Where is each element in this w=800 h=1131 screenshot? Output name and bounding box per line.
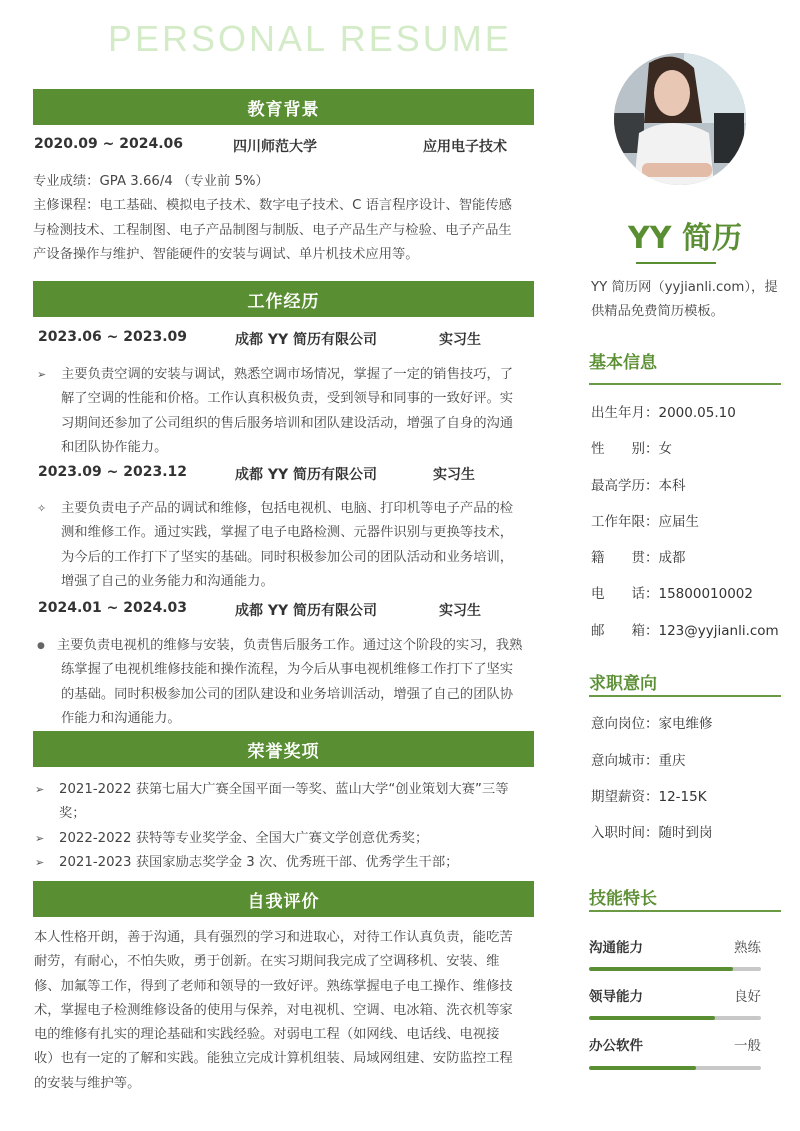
intro-text: YY 简历网（yyjianli.com），提供精品免费简历模板。 [591, 280, 778, 319]
work-item-header [33, 600, 534, 620]
divider [589, 695, 781, 697]
diamond-bullet-icon: ✧ [37, 502, 47, 515]
name-underline [636, 262, 716, 264]
section-header-skills: 技能特长 [589, 889, 657, 909]
candidate-name: YY 简历 [628, 221, 742, 256]
arrow-bullet-icon: ➢ [35, 832, 45, 845]
skill-name: 办公软件 [589, 1038, 643, 1054]
education-school: 四川师范大学 [233, 139, 317, 155]
education-details [33, 170, 518, 267]
education-period: 2020.09 ~ 2024.06 [34, 136, 184, 152]
work-role: 实习生 [439, 603, 481, 619]
arrow-bullet-icon: ➢ [35, 856, 45, 869]
work-item-description: ● 主要负责电视机的维修与安装，负责售后服务工作。通过这个阶段的实习，我熟练掌握了电视机维修技能和操作流程，为今后从事电视机维修工作打下了坚实的基础。同时积极参加公司的团队建设和业务培训活动，增强了自己的团队协作能力和沟通能力。 [33, 634, 523, 731]
section-header-work: 工作经历 [33, 281, 534, 317]
work-company: 成都 YY 简历有限公司 [235, 603, 378, 619]
divider [589, 383, 781, 385]
award-item: ➢ 2021-2023 获国家励志奖学金 3 次、优秀班干部、优秀学生干部； [33, 851, 523, 875]
self-eval-text: 本人性格开朗，善于沟通，具有强烈的学习和进取心，对待工作认真负责，能吃苦耐劳，有耐心，不怕失败，勇于创新。在实习期间我完成了空调移机、安装、维修、加氟等工作，得到了老师和领导的一致好评。熟练掌握电子电工操作、维修技术，掌握电子检测维修设备的使用与保养，对电视机、空调、电冰箱、洗衣机等家电的维修有扎实的理论基础和实践经验。对弱电工程（如网线、电话线、电视接收）也有一定的了解和实践。能独立完成计算机组装、局域网组建、安防监控工程的安装与维护等。 [34, 930, 513, 1091]
skill-progress-bar [589, 1016, 761, 1020]
divider [589, 910, 781, 912]
work-item-description: ➢ 主要负责空调的安装与调试，熟悉空调市场情况，掌握了一定的销售技巧，了解了空调的性能和价格。工作认真积极负责，受到领导和同事的一致好评。实习期间还参加了公司组织的售后服务培训和团队建设活动，增强了自身的沟通和团队协作能力。 [33, 363, 523, 460]
skill-level: 熟练 [734, 940, 761, 956]
dot-bullet-icon: ● [37, 641, 45, 651]
education-row [33, 136, 534, 156]
info-birthdate: 出生年月：2000.05.10 [591, 405, 736, 421]
skill-progress-bar [589, 967, 761, 971]
profile-photo-icon [614, 53, 746, 185]
work-period: 2023.09 ~ 2023.12 [38, 464, 188, 480]
work-company: 成都 YY 简历有限公司 [235, 332, 378, 348]
skill-name: 沟通能力 [589, 940, 643, 956]
arrow-bullet-icon: ➢ [35, 783, 45, 796]
avatar [614, 53, 746, 185]
info-gender: 性 别：女 [591, 441, 672, 457]
skill-name: 领导能力 [589, 989, 643, 1005]
skill-level: 一般 [734, 1038, 761, 1054]
education-gpa: 专业成绩：GPA 3.66/4 （专业前 5%） [33, 174, 269, 189]
arrow-bullet-icon: ➢ [37, 368, 47, 381]
info-email: 邮 箱：123@yyjianli.com [591, 623, 779, 639]
work-role: 实习生 [433, 467, 475, 483]
work-item-header [33, 329, 534, 349]
info-education: 最高学历：本科 [591, 478, 686, 494]
work-period: 2023.06 ~ 2023.09 [38, 329, 188, 345]
section-header-self-eval: 自我评价 [33, 881, 534, 917]
skill-level: 良好 [734, 989, 761, 1005]
work-role: 实习生 [439, 332, 481, 348]
skill-progress-fill [589, 1016, 715, 1020]
section-header-education: 教育背景 [33, 89, 534, 125]
work-item-description: ✧ 主要负责电子产品的调试和维修，包括电视机、电脑、打印机等电子产品的检测和维修工作。通过实践，掌握了电子电路检测、元器件识别与更换等技术，为今后的工作打下了坚实的基础。同时积极参加公司的团队活动和业务培训，增强了自己的业务能力和沟通能力。 [33, 497, 523, 594]
info-hometown: 籍 贯：成都 [591, 550, 686, 566]
skill-progress-bar [589, 1066, 761, 1070]
section-header-basic-info: 基本信息 [589, 353, 657, 373]
intent-salary: 期望薪资：12-15K [591, 789, 707, 805]
section-header-awards: 荣誉奖项 [33, 731, 534, 767]
award-item: ➢ 2022-2022 获特等专业奖学金、全国大广赛文学创意优秀奖； [33, 827, 523, 851]
info-phone: 电 话：15800010002 [591, 586, 753, 602]
skill-progress-fill [589, 1066, 696, 1070]
education-major: 应用电子技术 [423, 139, 507, 155]
work-period: 2024.01 ~ 2024.03 [38, 600, 188, 616]
education-courses: 主修课程：电工基础、模拟电子技术、数字电子技术、C 语言程序设计、智能传感与检测技术、工程制图、电子产品制图与制版、电子产品生产与检验、电子产品生产设备操作与维护、智能硬件的安装与调试、单片机技术应用等。 [33, 198, 512, 262]
intent-start-time: 入职时间：随时到岗 [591, 825, 713, 841]
award-item: ➢ 2021-2022 获第七届大广赛全国平面一等奖、蓝山大学“创业策划大赛”三等奖； [33, 778, 523, 827]
intent-city: 意向城市：重庆 [591, 753, 686, 769]
work-company: 成都 YY 简历有限公司 [235, 467, 378, 483]
work-item-header [33, 464, 534, 484]
banner-title: PERSONAL RESUME [108, 18, 512, 59]
intent-position: 意向岗位：家电维修 [591, 716, 713, 732]
section-header-job-intent: 求职意向 [589, 674, 657, 694]
skill-progress-fill [589, 967, 733, 971]
info-work-years: 工作年限：应届生 [591, 514, 699, 530]
